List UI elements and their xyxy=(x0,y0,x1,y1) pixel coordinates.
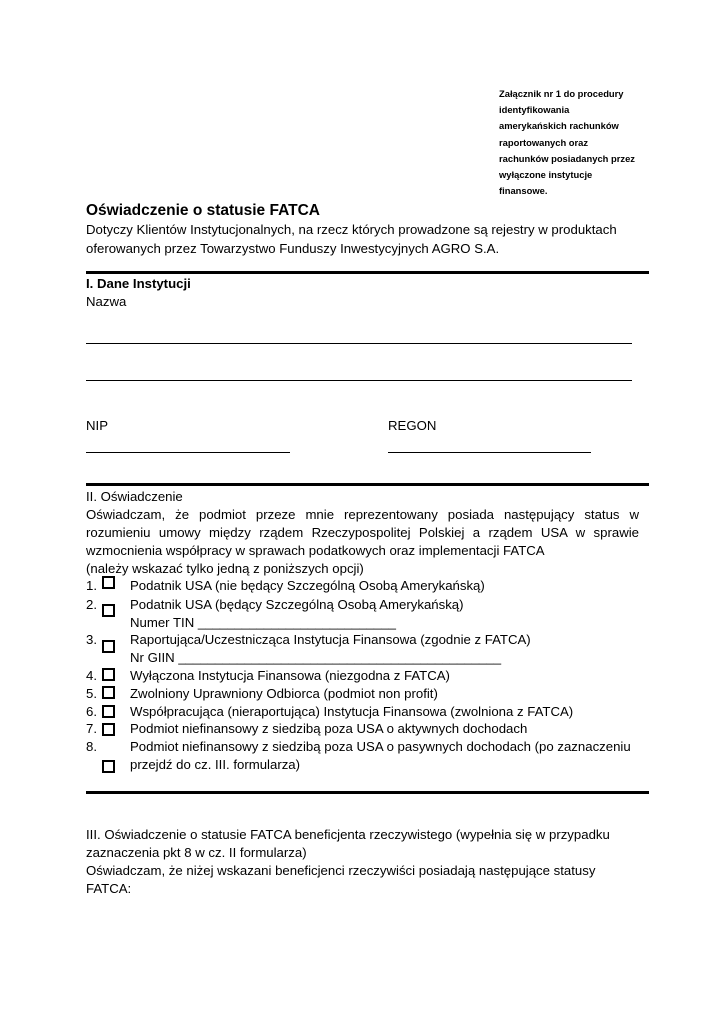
option-number: 7. xyxy=(86,721,97,736)
option-number: 1. xyxy=(86,578,97,593)
giin-field[interactable]: Nr GIIN ____________________________________________ xyxy=(130,650,502,665)
option-number: 2. xyxy=(86,597,97,612)
option-checkbox-7[interactable] xyxy=(102,723,115,736)
section3-statement: Oświadczam, że niżej wskazani beneficjenci rzeczywiści posiadają następujące statusy xyxy=(86,863,596,878)
annex-line: rachunków posiadanych przez xyxy=(499,152,635,164)
option-label: Zwolniony Uprawniony Odbiorca (podmiot non profit) xyxy=(130,686,438,701)
document-title: Oświadczenie o statusie FATCA xyxy=(86,202,320,219)
option-label: Podatnik USA (nie będący Szczególną Osobą Amerykańską) xyxy=(130,578,485,593)
statement-line: wzmocnienia współpracy w sprawach podatkowych oraz implementacji FATCA xyxy=(86,543,545,558)
statement-line: Oświadczam, że podmiot przeze mnie reprezentowany posiada następujący status w xyxy=(86,507,639,522)
option-label: Raportująca/Uczestnicząca Instytucja Finansowa (zgodnie z FATCA) xyxy=(130,632,531,647)
statement-line: rozumieniu umowy między rządem Rzeczypospolitej Polskiej a rządem USA w sprawie xyxy=(86,525,639,540)
annex-line: raportowanych oraz xyxy=(499,136,589,148)
option-number: 5. xyxy=(86,686,97,701)
nip-field-line[interactable] xyxy=(86,452,290,453)
annex-line: finansowe. xyxy=(499,185,548,197)
section3-heading: zaznaczenia pkt 8 w cz. II formularza) xyxy=(86,845,307,860)
intro-line: oferowanych przez Towarzystwo Funduszy Inwestycyjnych AGRO S.A. xyxy=(86,241,500,256)
option-label-continued: przejdź do cz. III. formularza) xyxy=(130,757,301,772)
option-checkbox-4[interactable] xyxy=(102,668,115,681)
section-divider xyxy=(86,791,649,794)
annex-line: wyłączone instytucje xyxy=(499,169,593,181)
option-label: Wyłączona Instytucja Finansowa (niezgodna z FATCA) xyxy=(130,668,450,683)
intro-line: Dotyczy Klientów Instytucjonalnych, na rzecz których prowadzone są rejestry w produktach xyxy=(86,222,617,237)
name-field-line-2[interactable] xyxy=(86,380,632,381)
annex-note xyxy=(499,86,649,199)
option-label: Podmiot niefinansowy z siedzibą poza USA o aktywnych dochodach xyxy=(130,721,528,736)
annex-line: Załącznik nr 1 do procedury xyxy=(499,88,624,99)
section1-heading: I. Dane Instytucji xyxy=(86,276,191,291)
option-number: 6. xyxy=(86,704,97,719)
option-label: Współpracująca (nieraportująca) Instytucja Finansowa (zwolniona z FATCA) xyxy=(130,704,574,719)
option-checkbox-6[interactable] xyxy=(102,705,115,718)
option-number: 8. xyxy=(86,739,97,754)
option-note: (należy wskazać tylko jedną z poniższych opcji) xyxy=(86,561,364,576)
annex-line: identyfikowania xyxy=(499,104,570,116)
option-checkbox-1[interactable] xyxy=(102,576,115,589)
section3-heading: III. Oświadczenie o statusie FATCA beneficjenta rzeczywistego (wypełnia się w przypadku xyxy=(86,827,610,842)
name-label: Nazwa xyxy=(86,294,127,309)
tin-field[interactable]: Numer TIN ___________________________ xyxy=(130,615,396,630)
section2-heading: II. Oświadczenie xyxy=(86,489,183,504)
nip-label: NIP xyxy=(86,418,108,433)
option-checkbox-2[interactable] xyxy=(102,604,115,617)
section-divider xyxy=(86,483,649,486)
section-divider xyxy=(86,271,649,274)
regon-label: REGON xyxy=(388,418,437,433)
option-checkbox-3[interactable] xyxy=(102,640,115,653)
section3-statement: FATCA: xyxy=(86,881,132,896)
annex-line: amerykańskich rachunków xyxy=(499,120,619,132)
name-field-line-1[interactable] xyxy=(86,343,632,344)
option-checkbox-8[interactable] xyxy=(102,760,115,773)
option-number: 3. xyxy=(86,632,97,647)
option-label: Podatnik USA (będący Szczególną Osobą Amerykańską) xyxy=(130,597,464,612)
regon-field-line[interactable] xyxy=(388,452,591,453)
option-label: Podmiot niefinansowy z siedzibą poza USA o pasywnych dochodach (po zaznaczeniu xyxy=(130,739,631,754)
option-checkbox-5[interactable] xyxy=(102,686,115,699)
option-number: 4. xyxy=(86,668,97,683)
